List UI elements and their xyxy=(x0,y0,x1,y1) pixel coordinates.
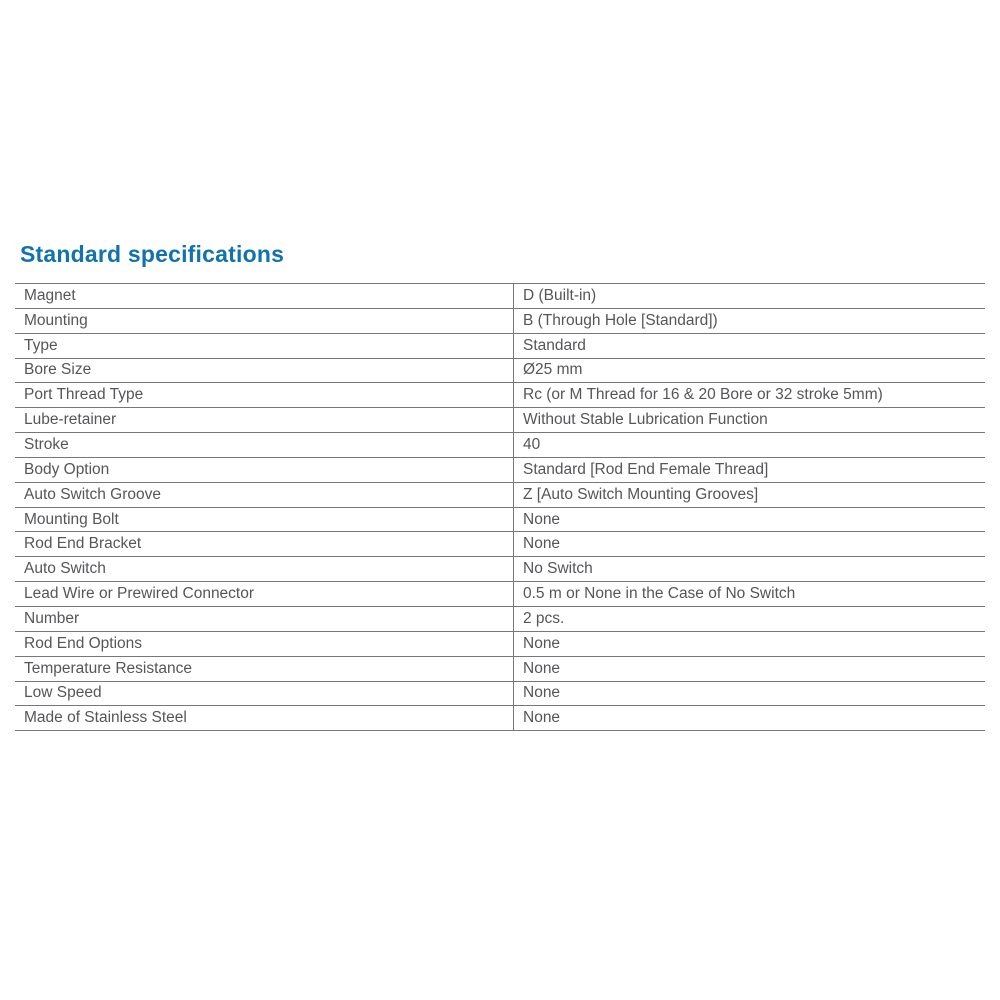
spec-value-cell: 2 pcs. xyxy=(514,606,986,631)
table-row xyxy=(15,656,985,681)
spec-value-cell: None xyxy=(514,681,986,706)
spec-value-cell: No Switch xyxy=(514,557,986,582)
table-row xyxy=(15,433,985,458)
spec-label-cell: Number xyxy=(15,606,514,631)
table-row xyxy=(15,308,985,333)
table-row xyxy=(15,606,985,631)
spec-label-cell: Lead Wire or Prewired Connector xyxy=(15,582,514,607)
table-row xyxy=(15,532,985,557)
specifications-table-body xyxy=(15,284,985,731)
spec-label-cell: Bore Size xyxy=(15,358,514,383)
spec-value-cell: None xyxy=(514,656,986,681)
spec-label-cell: Made of Stainless Steel xyxy=(15,706,514,731)
table-row xyxy=(15,557,985,582)
spec-value-cell: B (Through Hole [Standard]) xyxy=(514,308,986,333)
spec-label-cell: Auto Switch xyxy=(15,557,514,582)
spec-label-cell: Rod End Options xyxy=(15,631,514,656)
specifications-table xyxy=(15,283,985,731)
table-row xyxy=(15,358,985,383)
spec-label-cell: Temperature Resistance xyxy=(15,656,514,681)
spec-label-cell: Auto Switch Groove xyxy=(15,482,514,507)
spec-value-cell: None xyxy=(514,631,986,656)
spec-value-cell: Standard [Rod End Female Thread] xyxy=(514,457,986,482)
spec-label-cell: Type xyxy=(15,333,514,358)
spec-value-cell: None xyxy=(514,706,986,731)
table-row xyxy=(15,457,985,482)
spec-label-cell: Stroke xyxy=(15,433,514,458)
spec-label-cell: Port Thread Type xyxy=(15,383,514,408)
table-row xyxy=(15,706,985,731)
spec-value-cell: None xyxy=(514,507,986,532)
spec-value-cell: Z [Auto Switch Mounting Grooves] xyxy=(514,482,986,507)
spec-value-cell: Rc (or M Thread for 16 & 20 Bore or 32 stroke 5mm) xyxy=(514,383,986,408)
table-row xyxy=(15,383,985,408)
table-row xyxy=(15,681,985,706)
table-row xyxy=(15,284,985,309)
spec-label-cell: Magnet xyxy=(15,284,514,309)
spec-label-cell: Mounting xyxy=(15,308,514,333)
spec-label-cell: Rod End Bracket xyxy=(15,532,514,557)
table-row xyxy=(15,482,985,507)
spec-label-cell: Low Speed xyxy=(15,681,514,706)
spec-label-cell: Mounting Bolt xyxy=(15,507,514,532)
spec-value-cell: None xyxy=(514,532,986,557)
table-row xyxy=(15,333,985,358)
table-row xyxy=(15,507,985,532)
spec-label-cell: Lube-retainer xyxy=(15,408,514,433)
table-row xyxy=(15,582,985,607)
table-row xyxy=(15,631,985,656)
spec-value-cell: 0.5 m or None in the Case of No Switch xyxy=(514,582,986,607)
page-title: Standard specifications xyxy=(20,241,285,267)
spec-value-cell: Standard xyxy=(514,333,986,358)
spec-value-cell: D (Built-in) xyxy=(514,284,986,309)
spec-value-cell: 40 xyxy=(514,433,986,458)
spec-value-cell: Without Stable Lubrication Function xyxy=(514,408,986,433)
table-row xyxy=(15,408,985,433)
spec-value-cell: Ø25 mm xyxy=(514,358,986,383)
spec-label-cell: Body Option xyxy=(15,457,514,482)
